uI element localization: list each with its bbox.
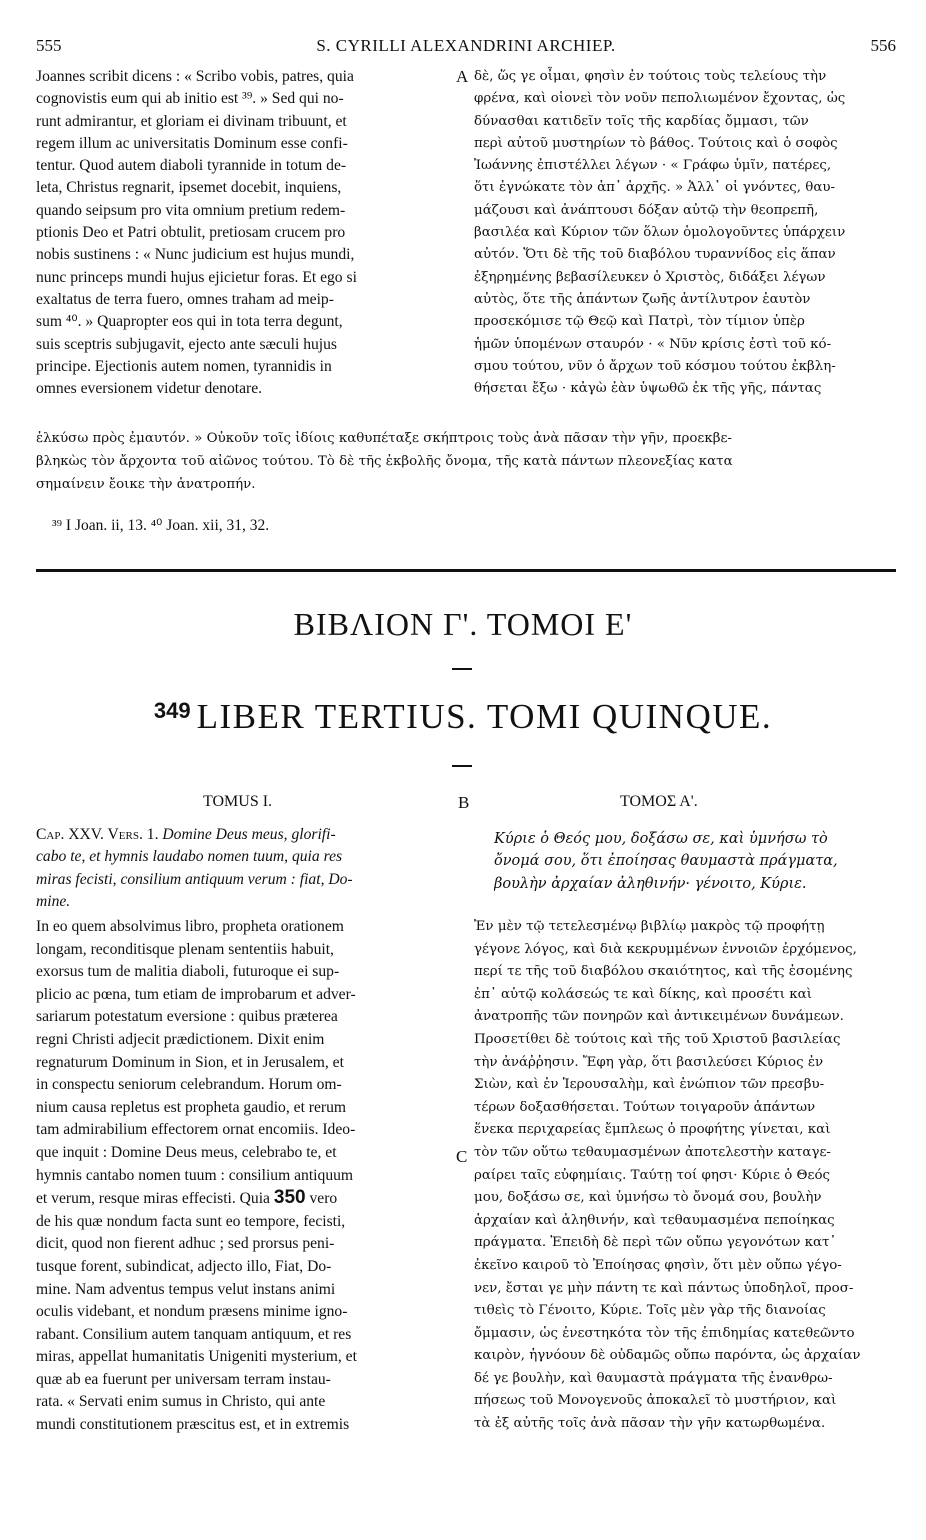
lemma-greek [494, 828, 894, 895]
text-line: Προσετίθει δὲ τούτοις καὶ τῆς τοῦ Χριστοῦ βασιλείας [474, 1031, 841, 1047]
text-line: Joannes scribit dicens : « Scribo vobis, patres, quia [36, 68, 354, 85]
text-line: φρένα, καὶ οἱονεὶ τὸν νοῦν πεπολιωμένον ἔχοντας, ὡς [474, 91, 846, 107]
full-width-line: ἑλκύσω πρὸς ἐμαυτόν. » Οὐκοῦν τοῖς ἰδίοις καθυπέταξε σκήπτροις τοὺς ἀνὰ πᾶσαν τὴν γῆν, προεκβε- [36, 431, 732, 446]
text-line: nunc princeps mundi hujus ejicietur foras. Et ego si [36, 268, 357, 286]
text-line: rata. « Servati enim sumus in Christo, qui ante [36, 1393, 326, 1411]
text-line: regni Christi adjecit prædictionem. Dixit enim [36, 1030, 325, 1048]
text-line: hymnis cantabo nomen tuum : consilium antiquum [36, 1166, 354, 1184]
text-line: ραίρει ταῖς εὐφημίαις. Ταύτῃ τοί φησι· Κύριε ὁ Θεός [474, 1167, 831, 1183]
page-number-left: 555 [36, 36, 62, 55]
text-line: mine. [36, 892, 71, 910]
text-line: δὲ, ὥς γε οἶμαι, φησὶν ἐν τούτοις τοὺς τελείους τὴν [474, 69, 827, 84]
text-line: nobis sustinens : « Nunc judicium est hujus mundi, [36, 246, 355, 264]
text-line: πράγματα. Ἐπειδὴ δὲ περὶ τῶν οὔπω γεγονότων κατ᾽ [474, 1235, 837, 1251]
text-line: in conspectu seniorum celebrandum. Horum om- [36, 1076, 342, 1094]
body-latin-column [36, 916, 456, 1437]
text-line: ἐξηρημένης βεβασίλευκεν ὁ Χριστὸς, διδάξει λέγων [474, 269, 826, 285]
text-line: sum ⁴⁰. » Quapropter eos qui in tota terra degunt, [36, 313, 343, 331]
text-line: In eo quem absolvimus libro, propheta orationem [36, 918, 344, 935]
text-line: tentur. Quod autem diaboli tyrannide in totum de- [36, 157, 347, 175]
text-line: cabo te, et hymnis laudabo nomen tuum, quia res [36, 848, 343, 866]
title-dash [452, 668, 472, 670]
text-line: nium causa repletus est propheta gaudio, et rerum [36, 1098, 347, 1116]
text-fragment: et verum, resque miras effecisti. Quia [36, 1190, 274, 1208]
text-line: Domine Deus meus, glorifi- [162, 826, 336, 843]
margin-letter-a: A [456, 67, 469, 86]
text-line: τὰ ἐξ αὐτῆς τοῖς ἀνὰ πᾶσαν τὴν γῆν κατωρθωμένα. [474, 1416, 826, 1432]
book-title-latin [0, 697, 926, 737]
text-line: sariarum potestatum eversione : quibus præterea [36, 1008, 338, 1026]
text-line: miras, appellat humanitatis Unigeniti mysterium, et [36, 1348, 357, 1366]
text-line: ὄνομά σου, ὅτι ἐποίησας θαυμαστὰ πράγματα, [494, 853, 838, 870]
text-line: βασιλέα καὶ Κύριον τῶν ὅλων ὁμολογοῦντες ὑπάρχειν [474, 225, 846, 241]
text-line: Σιὼν, καὶ ἐν Ἱερουσαλὴμ, καὶ ἐνώπιον τῶν πρεσβυ- [474, 1077, 825, 1093]
text-line: ἕνεκα περιχαρείας ἔμπλεως ὁ προφήτης γίνεται, καὶ [474, 1122, 831, 1138]
text-line: δύνασθαι κατιδεῖν τοῖς τῆς καρδίας ὄμμασι, τῶν [474, 113, 809, 129]
book-title-latin-text: LIBER TERTIUS. TOMI QUINQUE. [196, 697, 773, 736]
text-line: ἀρχαίαν καὶ ἀληθινήν, καὶ τεθαυμασμένα πεποίηκας [474, 1212, 835, 1228]
text-line: omnes eversionem videtur denotare. [36, 380, 263, 398]
column-number: 350 [273, 1187, 306, 1209]
text-line: leta, Christus regnarit, ipsemet docebit, inquiens, [36, 179, 342, 197]
text-line: exorsus tum de malitia diaboli, futuroque ei sup- [36, 963, 340, 981]
text-line: αὐτὸς, ὅτε τῆς ἁπάντων ζωῆς ἀντίλυτρον ἑαυτὸν [474, 291, 811, 307]
text-line: δέ γε βουλὴν, καὶ θαυμαστὰ πράγματα τῆς ἐνανθρω- [474, 1370, 833, 1386]
text-line: ὄμμασιν, ὡς ἐνεστηκότα τὸν τῆς ἐπιδημίας κατεθεῶντο [474, 1325, 855, 1341]
text-line: Κύριε ὁ Θεός μου, δοξάσω σε, καὶ ὑμνήσω τὸ [494, 831, 828, 847]
text-line: ἀνατροπῆς τῶν πονηρῶν καὶ ἀντικειμένων δυνάμεων. [474, 1009, 844, 1025]
text-line: que inquit : Domine Deus meus, celebrabo te, et [36, 1143, 337, 1161]
text-line: περί τε τῆς τοῦ διαβόλου σκαιότητος, καὶ τῆς ἐσομένης [474, 964, 853, 980]
text-line: σμου τούτου, νῦν ὁ ἄρχων τοῦ κόσμου τούτου ἐκβλη- [474, 358, 836, 374]
text-line: μάζουσι καὶ ἀνάπτουσι δόξαν αὐτῷ τὴν θεοπρεπῆ, [474, 202, 819, 218]
text-line: tam admirabilium effectorem ornat encomiis. Ideo- [36, 1121, 356, 1139]
text-line: τέρων δοξασθήσεται. Τούτων τοιγαροῦν ἁπάντων [474, 1099, 816, 1115]
text-line: principe. Ejectionis autem nomen, tyrannidis in [36, 357, 332, 375]
title-dash [452, 765, 472, 767]
text-line: νεν, ἔσται γε μὴν πάντη τε καὶ πάντως ὑποδηλοῖ, προσ- [474, 1280, 854, 1296]
text-line: τιθεὶς τὸ Γένοιτο, Κύριε. Τοῖς μὲν γὰρ τῆς διανοίας [474, 1303, 826, 1319]
margin-letter-c: C [456, 1147, 468, 1166]
text-line: πήσεως τοῦ Μονογενοῦς ἀποκαλεῖ τὸ μυστήριον, καὶ [474, 1393, 837, 1409]
text-line: ἐκεῖνο καιροῦ τὸ Ἐποίησας φησὶν, ὅτι μὲν οὔπω γέγο- [474, 1257, 842, 1273]
text-line: longam, reconditisque plenam sententiis habuit, [36, 940, 334, 958]
text-line: quando seipsum pro vita omnium pretium redem- [36, 201, 346, 219]
text-line: Ἐν μὲν τῷ τετελεσμένῳ βιβλίῳ μακρὸς τῷ προφήτῃ [474, 919, 825, 934]
text-line: plicio ac pœna, tum etiam de improbarum et adver- [36, 985, 356, 1003]
text-line: de his quæ nondum facta sunt eo tempore, fecisti, [36, 1212, 346, 1230]
text-line: ptionis Deo et Patri obtulit, pretiosam crucem pro [36, 224, 346, 242]
text-line: mundi constitutionem præscitus est, et in extremis [36, 1416, 350, 1434]
column-number: 349 [153, 698, 191, 723]
top-latin-column [36, 66, 456, 400]
top-greek-column [474, 66, 896, 400]
tomus-greek-heading: ΤΟΜΟΣ Α'. [620, 793, 698, 810]
text-line: γέγονε λόγος, καὶ διὰ κεκρυμμένων ἐννοιῶν ἐρχόμενος, [474, 941, 857, 957]
text-line: ἡμῶν ὑπομένων σταυρόν · « Νῦν κρίσις ἐστὶ τοῦ κό- [474, 336, 832, 352]
text-line: regem illum ac universitatis Dominum esse confi- [36, 134, 348, 152]
running-header [36, 36, 896, 58]
section-rule [36, 569, 896, 572]
text-line: tusque forent, subindicat, adjecto illo, Fiat, Do- [36, 1257, 332, 1275]
full-width-line: βληκὼς τὸν ἄρχοντα τοῦ αἰῶνος τούτου. Τὸ δὲ τῆς ἐκβολῆς ὄνομα, τῆς κατὰ πάντων πλεονεξίας κατα [36, 454, 733, 469]
text-line: τὴν ἀνάῤῥησιν. Ἔφη γὰρ, ὅτι βασιλεύσει Κύριος ἐν [474, 1054, 824, 1070]
text-line: cognovistis eum qui ab initio est ³⁹. » Sed qui no- [36, 90, 344, 108]
text-line: ἐπ᾽ αὐτῷ κολάσεώς τε καὶ δίκης, καὶ προσέτι καὶ [474, 986, 812, 1002]
text-line: μου, δοξάσω σε, καὶ ὑμνήσω τὸ ὄνομά σου, βουλὴν [474, 1190, 822, 1206]
book-title-greek: ΒΙΒΛΙΟΝ Γ'. ΤΟΜΟΙ Ε' [293, 606, 633, 642]
text-line: mine. Nam adventus tempus velut instans animi [36, 1280, 336, 1298]
page-number-right: 556 [870, 36, 896, 55]
text-line: quæ ab ea fuerunt per universam terram instau- [36, 1370, 331, 1388]
text-line: dicit, quod non fierent adhuc ; sed prorsus peni- [36, 1235, 335, 1253]
text-line: suis sceptris subjugavit, ejecto ante sæculi hujus [36, 335, 338, 353]
full-width-line: σημαίνειν ἔοικε τὴν ἀνατροπήν. [36, 477, 256, 492]
text-line: rabant. Consilium autem tanquam antiquum, et res [36, 1325, 352, 1343]
text-line: ὅτι ἐγνώκατε τὸν ἀπ᾽ ἀρχῆς. » Ἀλλ᾽ οἱ γνόντες, θαυ- [474, 180, 836, 196]
text-line: τὸν τῶν οὕτω τεθαυμασμένων ἀποτελεστὴν καταγε- [474, 1144, 831, 1160]
text-line: αὐτόν. Ὅτι δὲ τῆς τοῦ διαβόλου τυραννίδος εἰς ἅπαν [474, 247, 836, 263]
chapter-reference: Cap. XXV. Vers. 1. [36, 826, 159, 843]
text-line: oculis videbant, et nondum præsens minime igno- [36, 1303, 348, 1321]
margin-letter-b: B [458, 793, 470, 812]
text-line: runt admirantur, et gloriam ei divinam tribuunt, et [36, 112, 347, 130]
text-line: καιρὸν, ἠγνόουν δὲ οὐδαμῶς οὔπω παρόντα, ὡς ἀρχαίαν [474, 1348, 861, 1364]
text-line: miras fecisti, consilium antiquum verum : fiat, Do- [36, 870, 353, 888]
text-line: exaltatus de terra fuero, omnes traham ad meip- [36, 290, 334, 308]
text-line: regnaturum Dominum in Sion, et in Jerusalem, et [36, 1053, 344, 1071]
text-line [36, 1187, 456, 1211]
tomus-latin-heading: TOMUS I. [203, 793, 273, 810]
text-line: Ἰωάννης ἐπιστέλλει λέγων · « Γράφω ὑμῖν, πατέρες, [474, 158, 832, 174]
text-line: βουλὴν ἀρχαίαν ἀληθινήν· γένοιτο, Κύριε. [494, 875, 807, 892]
text-line: προσεκόμισε τῷ Θεῷ καὶ Πατρὶ, τὸν τίμιον ὑπὲρ [474, 314, 805, 330]
text-line: περὶ αὐτοῦ μυστηρίων τὸ βάθος. Τούτοις καὶ ὁ σοφὸς [474, 135, 838, 151]
footnote: ³⁹ I Joan. ii, 13. ⁴⁰ Joan. xii, 31, 32. [52, 517, 270, 534]
lemma-latin [36, 824, 456, 913]
running-title: S. CYRILLI ALEXANDRINI ARCHIEP. [316, 36, 616, 55]
body-greek-column [474, 916, 888, 1436]
text-fragment: vero [305, 1190, 338, 1208]
text-line: θήσεται ἔξω · κἀγὼ ἐὰν ὑψωθῶ ἐκ τῆς γῆς, πάντας [474, 381, 822, 397]
